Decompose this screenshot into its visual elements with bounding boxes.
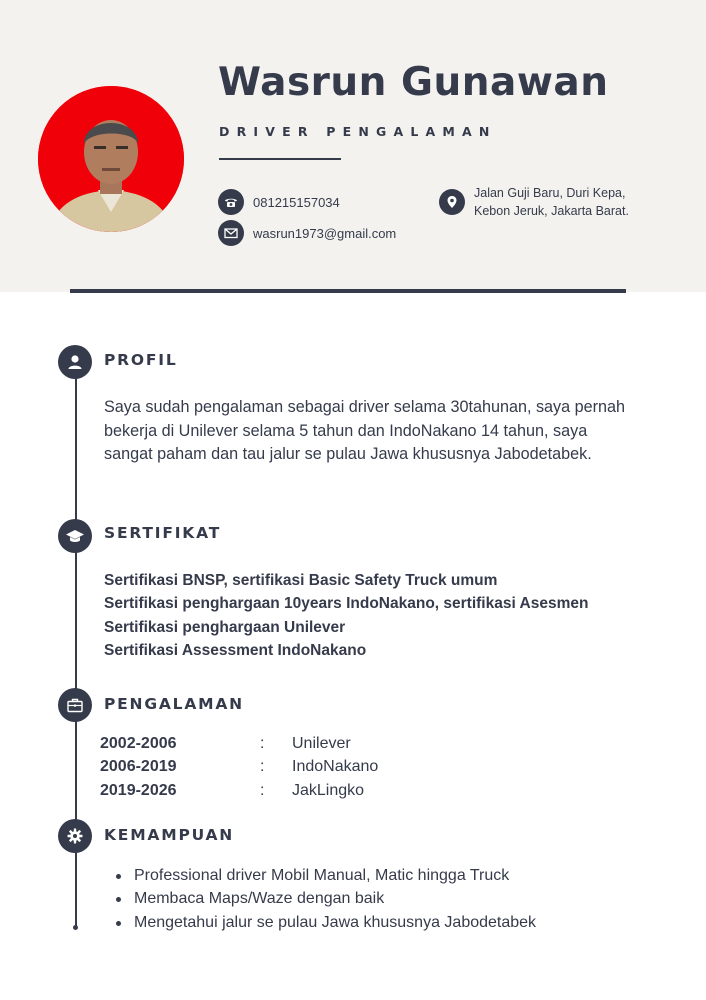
experience-separator: : <box>260 735 265 752</box>
address-line-1: Jalan Guji Baru, Duri Kepa, <box>474 186 626 200</box>
location-pin-icon <box>439 189 465 215</box>
phone-number: 081215157034 <box>253 194 340 210</box>
experience-company: Unilever <box>292 735 351 752</box>
experience-row <box>100 779 378 802</box>
list-item: Sertifikasi penghargaan 10years IndoNakano, sertifikasi Asesmen <box>104 595 589 613</box>
experience-row <box>100 755 378 778</box>
user-icon <box>58 345 92 379</box>
title-divider <box>219 158 341 160</box>
experience-years: 2002-2006 <box>100 735 177 752</box>
experience-company: IndoNakano <box>292 758 379 776</box>
list-item: Sertifikasi penghargaan Unilever <box>104 618 346 636</box>
address <box>474 184 629 220</box>
graduation-cap-icon <box>58 519 92 553</box>
section-title-kemampuan: KEMAMPUAN <box>104 826 235 844</box>
experience-separator: : <box>260 781 265 799</box>
person-name: Wasrun Gunawan <box>218 60 609 105</box>
profil-line: Saya sudah pengalaman sebagai driver selama 30tahunan, saya pernah <box>104 398 626 416</box>
experience-years: 2006-2019 <box>100 758 177 776</box>
section-title-pengalaman: PENGALAMAN <box>104 695 244 713</box>
experience-company: JakLingko <box>292 781 365 799</box>
list-item: Sertifikasi Assessment IndoNakano <box>104 641 367 659</box>
experience-separator: : <box>260 758 265 776</box>
section-title-profil: PROFIL <box>104 351 178 369</box>
profil-line: bekerja di Unilever selama 5 tahun dan IndoNakano 14 tahun, saya <box>104 421 588 440</box>
header <box>0 0 706 292</box>
mail-icon <box>218 220 244 246</box>
timeline-end-dot <box>73 925 78 930</box>
email-contact <box>218 220 396 246</box>
phone-icon <box>218 189 244 215</box>
header-divider <box>70 289 626 293</box>
phone-contact <box>218 189 340 215</box>
certificate-list <box>104 569 588 662</box>
list-item: Membaca Maps/Waze dengan baik <box>114 887 536 910</box>
list-item: Sertifikasi BNSP, sertifikasi Basic Safety Truck umum <box>104 572 498 589</box>
experience-row <box>100 732 378 755</box>
list-item: Mengetahui jalur se pulau Jawa khususnya Jabodetabek <box>114 911 536 934</box>
section-title-sertifikat: SERTIFIKAT <box>104 524 222 542</box>
profile-photo <box>38 86 184 232</box>
briefcase-icon <box>58 688 92 722</box>
skill-list <box>114 864 536 934</box>
list-item: Professional driver Mobil Manual, Matic hingga Truck <box>114 864 536 887</box>
experience-list <box>100 732 378 802</box>
email-address: wasrun1973@gmail.com <box>253 225 397 241</box>
profil-text <box>104 396 684 467</box>
address-line-2: Kebon Jeruk, Jakarta Barat. <box>474 204 629 218</box>
job-title: DRIVER PENGALAMAN <box>219 124 497 139</box>
portrait-image <box>38 86 184 232</box>
experience-years: 2019-2026 <box>100 781 177 799</box>
gear-icon <box>58 819 92 853</box>
profil-line: sangat paham dan tau jalur se pulau Jawa khususnya Jabodetabek. <box>104 445 592 463</box>
